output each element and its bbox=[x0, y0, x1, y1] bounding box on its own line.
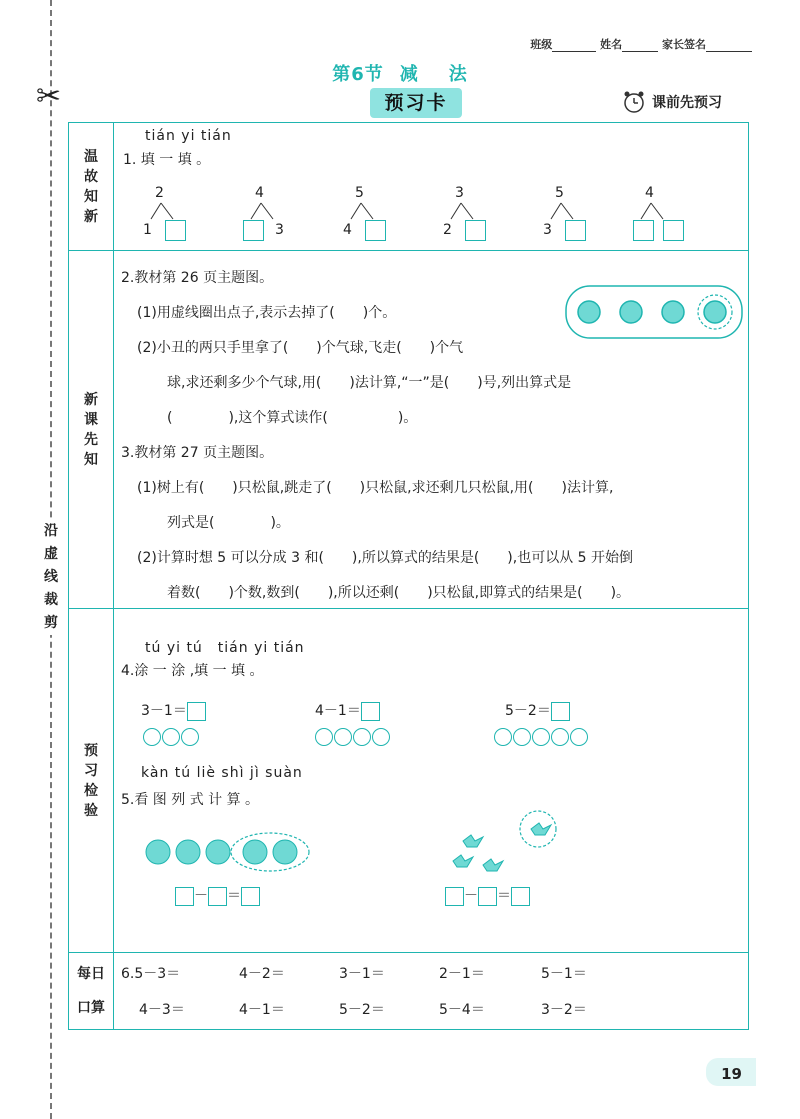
bond-top: 4 bbox=[255, 185, 264, 201]
bond-right: 3 bbox=[275, 222, 284, 238]
pinyin-q5: kàn tú liè shì jì suàn bbox=[141, 765, 303, 781]
cut-label: 沿 虚 线 裁 剪 bbox=[40, 520, 62, 635]
answer-box[interactable] bbox=[365, 220, 386, 241]
answer-box[interactable] bbox=[565, 220, 586, 241]
card-title: 预习卡 bbox=[370, 88, 462, 118]
scissors-icon: ✂ bbox=[36, 79, 62, 114]
review-section bbox=[69, 123, 748, 251]
drill-item: 5－1＝ bbox=[541, 966, 587, 982]
q4-equation-1: 3－1＝ bbox=[141, 700, 206, 721]
answer-box[interactable] bbox=[633, 220, 654, 241]
flowers-picture bbox=[143, 831, 311, 873]
bond-left: 1 bbox=[143, 222, 152, 238]
number-bond bbox=[443, 185, 523, 245]
bond-top: 5 bbox=[555, 185, 564, 201]
q5-equation-2: － ＝ bbox=[445, 885, 530, 906]
q3-2a-text: (2)计算时想 5 可以分成 3 和( ),所以算式的结果是( ),也可以从 5 开始倒 bbox=[137, 550, 634, 566]
preview-tag: 课前先预习 bbox=[652, 95, 722, 111]
number-bond bbox=[243, 185, 323, 245]
pinyin-q1: tián yi tián bbox=[145, 128, 232, 144]
review-label: 温 故 知 新 bbox=[69, 123, 114, 250]
answer-box[interactable] bbox=[465, 220, 486, 241]
q3-1b-text: 列式是( )。 bbox=[167, 515, 290, 531]
drill-item: 4－3＝ bbox=[139, 1002, 185, 1018]
q5-text: 5.看 图 列 式 计 算 。 bbox=[121, 792, 260, 808]
dots-picture bbox=[565, 285, 743, 339]
drill-item: 4－1＝ bbox=[239, 1002, 285, 1018]
daily-section bbox=[69, 953, 748, 1029]
bond-top: 5 bbox=[355, 185, 364, 201]
q2-text: 2.教材第 26 页主题图。 bbox=[121, 270, 274, 286]
drill-item: 6.5－3＝ bbox=[121, 966, 181, 982]
drill-item: 5－4＝ bbox=[439, 1002, 485, 1018]
q4-circles-1 bbox=[143, 728, 200, 746]
q3-2b-text: 着数( )个数,数到( ),所以还剩( )只松鼠,即算式的结果是( )。 bbox=[167, 585, 631, 601]
drill-item: 4－2＝ bbox=[239, 966, 285, 982]
new-lesson-label: 新 课 先 知 bbox=[69, 251, 114, 608]
page-number: 19 bbox=[721, 1065, 742, 1083]
number-bond bbox=[343, 185, 423, 245]
answer-box[interactable] bbox=[208, 887, 227, 906]
bond-top: 3 bbox=[455, 185, 464, 201]
bond-left: 4 bbox=[343, 222, 352, 238]
number-bond bbox=[143, 185, 223, 245]
answer-box[interactable] bbox=[511, 887, 530, 906]
new-lesson-section bbox=[69, 251, 748, 609]
answer-box[interactable] bbox=[551, 702, 570, 721]
birds-picture bbox=[443, 807, 563, 879]
answer-box[interactable] bbox=[663, 220, 684, 241]
drill-item: 2－1＝ bbox=[439, 966, 485, 982]
q2-2b-text: 球,求还剩多少个气球,用( )法计算,“一”是( )号,列出算式是 bbox=[167, 375, 572, 391]
answer-box[interactable] bbox=[445, 887, 464, 906]
answer-box[interactable] bbox=[361, 702, 380, 721]
q5-equation-1: － ＝ bbox=[175, 885, 260, 906]
q2-2c-text: ( ),这个算式读作( )。 bbox=[167, 410, 418, 426]
worksheet-table bbox=[68, 122, 749, 1030]
practice-label: 预 习 检 验 bbox=[69, 609, 114, 952]
q3-1a-text: (1)树上有( )只松鼠,跳走了( )只松鼠,求还剩几只松鼠,用( )法计算, bbox=[137, 480, 614, 496]
drill-item: 5－2＝ bbox=[339, 1002, 385, 1018]
q4-circles-2 bbox=[315, 728, 391, 746]
pinyin-q4: tú yi tú tián yi tián bbox=[145, 640, 305, 656]
q2-1-text: (1)用虚线圈出点子,表示去掉了( )个。 bbox=[137, 305, 397, 321]
answer-box[interactable] bbox=[478, 887, 497, 906]
alarm-clock-icon bbox=[622, 90, 646, 114]
header-info: 班级 姓名 家长签名 bbox=[530, 36, 752, 52]
daily-drill bbox=[113, 953, 748, 1029]
number-bond bbox=[543, 185, 623, 245]
answer-box[interactable] bbox=[175, 887, 194, 906]
bond-top: 4 bbox=[645, 185, 654, 201]
q4-equation-2: 4－1＝ bbox=[315, 700, 380, 721]
number-bond bbox=[633, 185, 713, 245]
answer-box[interactable] bbox=[187, 702, 206, 721]
q1-text: 1. 填 一 填 。 bbox=[123, 152, 211, 168]
q3-text: 3.教材第 27 页主题图。 bbox=[121, 445, 274, 461]
answer-box[interactable] bbox=[165, 220, 186, 241]
bond-left: 2 bbox=[443, 222, 452, 238]
section-title: 第6节 减 法 bbox=[332, 64, 468, 85]
daily-label: 每日 口算 bbox=[69, 953, 114, 1029]
drill-item: 3－1＝ bbox=[339, 966, 385, 982]
q2-2a-text: (2)小丑的两只手里拿了( )个气球,飞走( )个气 bbox=[137, 340, 464, 356]
practice-section bbox=[69, 609, 748, 953]
bond-left: 3 bbox=[543, 222, 552, 238]
answer-box[interactable] bbox=[243, 220, 264, 241]
drill-item: 3－2＝ bbox=[541, 1002, 587, 1018]
q4-text: 4.涂 一 涂 ,填 一 填 。 bbox=[121, 663, 264, 679]
answer-box[interactable] bbox=[241, 887, 260, 906]
q4-equation-3: 5－2＝ bbox=[505, 700, 570, 721]
bond-top: 2 bbox=[155, 185, 164, 201]
q4-circles-3 bbox=[494, 728, 589, 746]
